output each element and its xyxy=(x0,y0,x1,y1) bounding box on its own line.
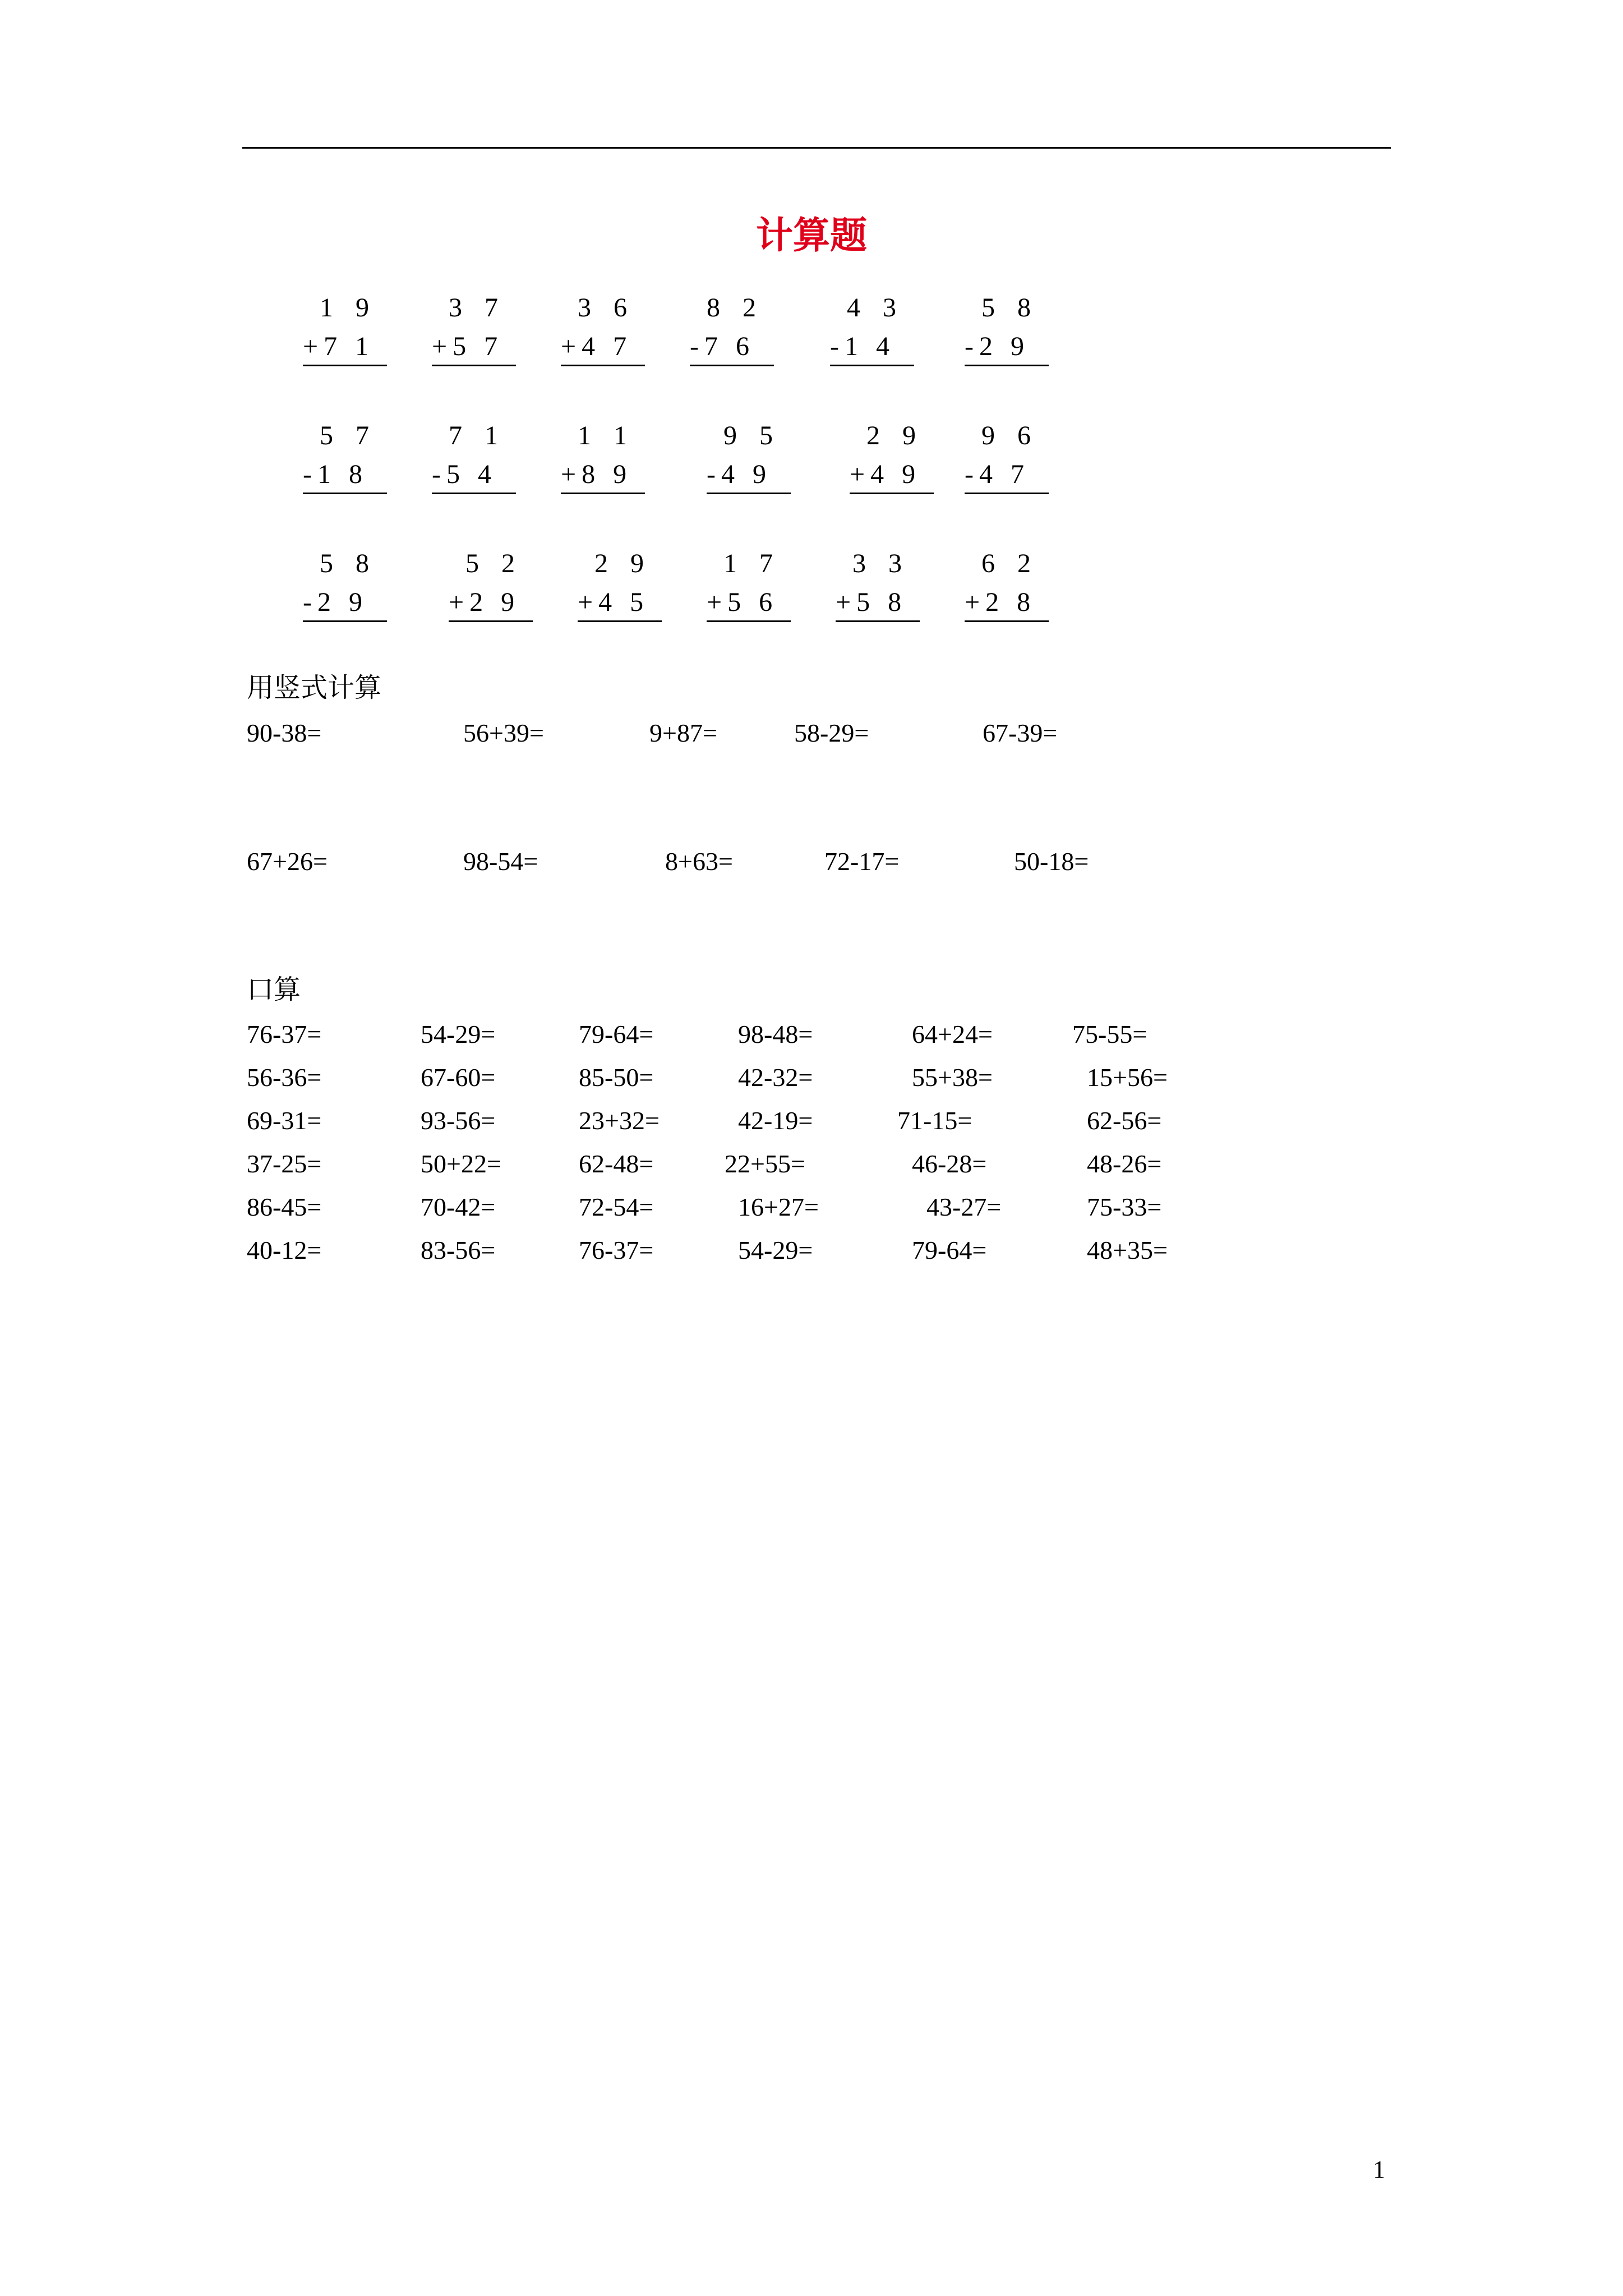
vertical-top: 9 5 xyxy=(723,421,781,450)
vertical-bottom: +4 9 xyxy=(850,457,934,494)
problem: 71-15= xyxy=(897,1106,972,1135)
problem: 50+22= xyxy=(421,1149,501,1178)
problem: 72-54= xyxy=(579,1193,654,1221)
vertical-top: 4 3 xyxy=(847,293,904,323)
problem: 67-60= xyxy=(421,1063,496,1092)
vertical-top: 5 8 xyxy=(981,293,1039,323)
problem: 8+63= xyxy=(665,847,733,876)
vertical-top: 1 9 xyxy=(320,293,377,323)
problem: 42-32= xyxy=(738,1063,813,1092)
vertical-bottom: -1 4 xyxy=(830,329,914,366)
problem: 16+27= xyxy=(738,1193,819,1221)
vertical-bottom: +5 8 xyxy=(836,585,920,622)
vertical-top: 8 2 xyxy=(707,293,764,323)
section-label-mental-calc: 口算 xyxy=(247,974,301,1005)
vertical-bottom: +5 7 xyxy=(432,329,516,366)
problem: 83-56= xyxy=(421,1236,496,1264)
vertical-top: 7 1 xyxy=(449,421,506,450)
problem: 85-50= xyxy=(579,1063,654,1092)
vertical-bottom: -4 7 xyxy=(965,457,1049,494)
vertical-bottom: +4 7 xyxy=(561,329,645,366)
problem: 15+56= xyxy=(1087,1063,1168,1092)
vertical-top: 5 2 xyxy=(465,549,523,578)
vertical-bottom: +5 6 xyxy=(707,585,791,622)
vertical-bottom: -2 9 xyxy=(303,585,387,622)
vertical-bottom: -4 9 xyxy=(707,457,791,494)
problem: 42-19= xyxy=(738,1106,813,1135)
vertical-top: 2 9 xyxy=(594,549,652,578)
problem: 79-64= xyxy=(579,1020,654,1048)
problem: 62-48= xyxy=(579,1149,654,1178)
problem: 46-28= xyxy=(912,1149,987,1178)
vertical-top: 6 2 xyxy=(981,549,1039,578)
problem: 67+26= xyxy=(247,847,328,876)
problem: 75-55= xyxy=(1072,1020,1147,1048)
problem: 79-64= xyxy=(912,1236,987,1264)
vertical-bottom: -1 8 xyxy=(303,457,387,494)
vertical-top: 3 6 xyxy=(578,293,635,323)
vertical-top: 3 3 xyxy=(852,549,910,578)
vertical-top: 1 7 xyxy=(723,549,781,578)
problem: 98-54= xyxy=(463,847,538,876)
problem: 50-18= xyxy=(1014,847,1089,876)
problem: 64+24= xyxy=(912,1020,993,1048)
problem: 37-25= xyxy=(247,1149,322,1178)
problem: 56-36= xyxy=(247,1063,322,1092)
problem: 43-27= xyxy=(926,1193,1002,1221)
vertical-bottom: -7 6 xyxy=(690,329,774,366)
problem: 23+32= xyxy=(579,1106,660,1135)
problem: 55+38= xyxy=(912,1063,993,1092)
problem: 62-56= xyxy=(1087,1106,1162,1135)
problem: 90-38= xyxy=(247,719,322,747)
problem: 22+55= xyxy=(725,1149,805,1178)
vertical-bottom: +2 9 xyxy=(449,585,533,622)
vertical-bottom: +8 9 xyxy=(561,457,645,494)
vertical-bottom: -5 4 xyxy=(432,457,516,494)
problem: 54-29= xyxy=(738,1236,813,1264)
vertical-top: 5 8 xyxy=(320,549,377,578)
page-title: 计算题 xyxy=(756,214,867,257)
vertical-bottom: +2 8 xyxy=(965,585,1049,622)
vertical-top: 3 7 xyxy=(449,293,506,323)
section-label-column-calc: 用竖式计算 xyxy=(247,672,382,703)
page-number: 1 xyxy=(1373,2156,1385,2183)
problem: 76-37= xyxy=(247,1020,322,1048)
problem: 93-56= xyxy=(421,1106,496,1135)
problem: 75-33= xyxy=(1087,1193,1162,1221)
vertical-bottom: +7 1 xyxy=(303,329,387,366)
problem: 76-37= xyxy=(579,1236,654,1264)
problem: 48+35= xyxy=(1087,1236,1168,1264)
problem: 40-12= xyxy=(247,1236,322,1264)
vertical-bottom: +4 5 xyxy=(578,585,662,622)
problem: 86-45= xyxy=(247,1193,322,1221)
problem: 58-29= xyxy=(794,719,869,747)
problem: 72-17= xyxy=(824,847,900,876)
vertical-bottom: -2 9 xyxy=(965,329,1049,366)
problem: 54-29= xyxy=(421,1020,496,1048)
vertical-top: 5 7 xyxy=(320,421,377,450)
problem: 9+87= xyxy=(649,719,717,747)
problem: 48-26= xyxy=(1087,1149,1162,1178)
problem: 98-48= xyxy=(738,1020,813,1048)
header-rule xyxy=(242,147,1391,149)
problem: 70-42= xyxy=(421,1193,496,1221)
vertical-top: 9 6 xyxy=(981,421,1039,450)
problem: 56+39= xyxy=(463,719,544,747)
problem: 69-31= xyxy=(247,1106,322,1135)
vertical-top: 1 1 xyxy=(578,421,635,450)
vertical-top: 2 9 xyxy=(866,421,924,450)
problem: 67-39= xyxy=(983,719,1058,747)
